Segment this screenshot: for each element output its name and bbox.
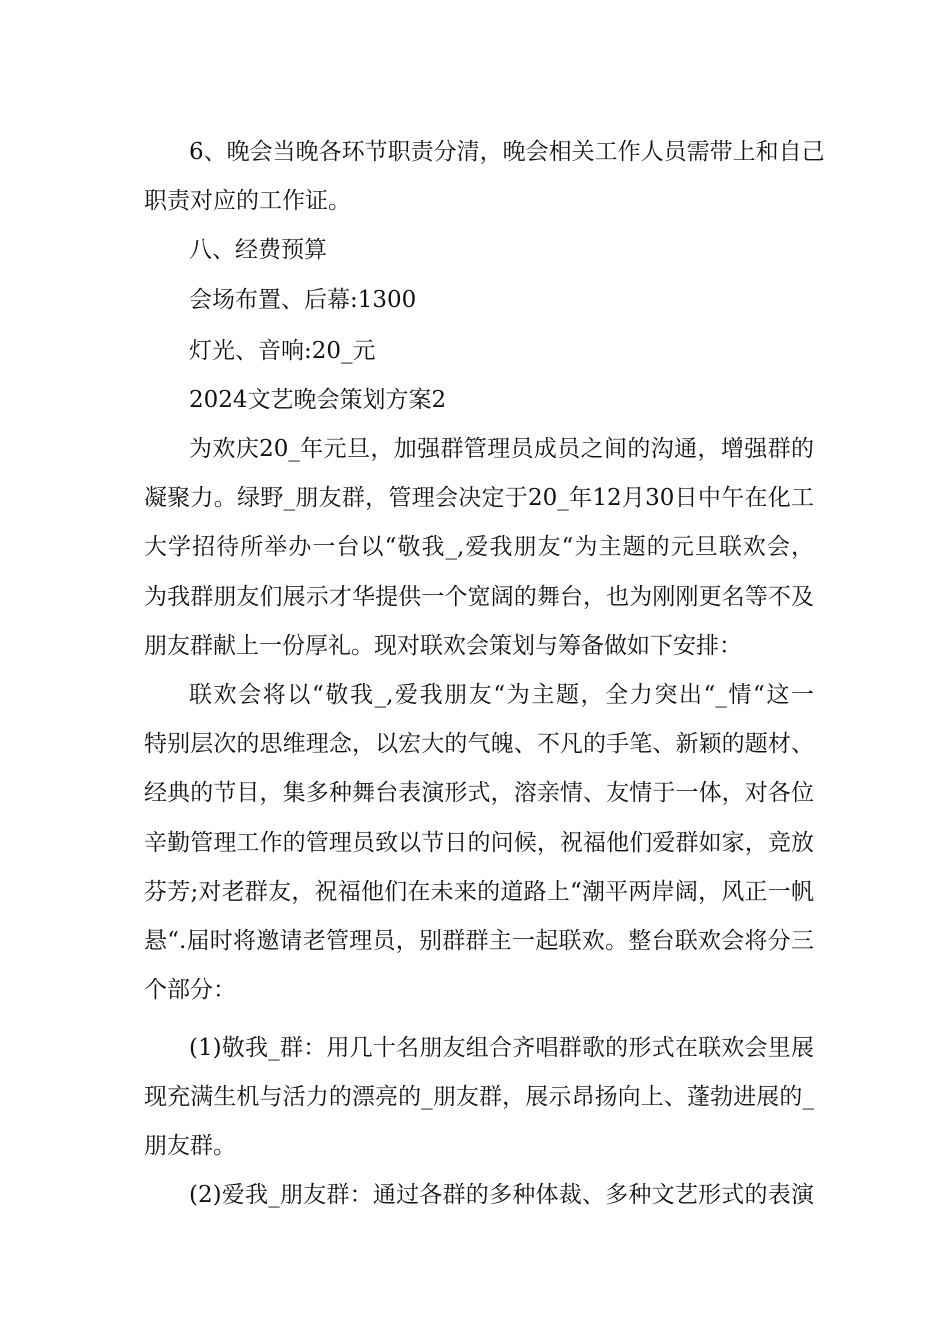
section-heading: 八、经费预算 bbox=[189, 237, 327, 263]
text-line: 凝聚力。绿野_朋友群，管理会决定于20_年12月30日中午在化工 bbox=[144, 485, 814, 511]
text-line: 芬芳;对老群友，祝福他们在未来的道路上“潮平两岸阔，风正一帆 bbox=[144, 879, 814, 905]
text-line: 悬“.届时将邀请老管理员，别群群主一起联欢。整台联欢会将分三 bbox=[144, 928, 814, 954]
text-line: (2)爱我_朋友群：通过各群的多种体裁、多种文艺形式的表演 bbox=[189, 1182, 814, 1208]
text-line: 为欢庆20_年元旦，加强群管理员成员之间的沟通，增强群的 bbox=[189, 436, 814, 462]
text-line: 灯光、音响:20_元 bbox=[189, 338, 376, 364]
text-line: 个部分： bbox=[144, 977, 236, 1003]
text-line: (1)敬我_群：用几十名朋友组合齐唱群歌的形式在联欢会里展 bbox=[189, 1035, 814, 1061]
text-line: 特别层次的思维理念，以宏大的气魄、不凡的手笔、新颖的题材、 bbox=[144, 731, 814, 757]
text-line: 职责对应的工作证。 bbox=[144, 188, 351, 214]
document-title: 2024文艺晚会策划方案2 bbox=[189, 387, 447, 413]
text-line: 联欢会将以“敬我_,爱我朋友“为主题，全力突出“_情“这一 bbox=[189, 682, 814, 708]
text-line: 6、晚会当晚各环节职责分清，晚会相关工作人员需带上和自己 bbox=[189, 139, 825, 165]
text-line: 朋友群。 bbox=[144, 1133, 236, 1159]
text-line: 大学招待所举办一台以“敬我_,爱我朋友“为主题的元旦联欢会， bbox=[144, 534, 814, 560]
text-line: 为我群朋友们展示才华提供一个宽阔的舞台，也为刚刚更名等不及 bbox=[144, 584, 814, 610]
text-line: 辛勤管理工作的管理员致以节日的问候，祝福他们爱群如家，竞放 bbox=[144, 830, 814, 856]
text-line: 朋友群献上一份厚礼。现对联欢会策划与筹备做如下安排： bbox=[144, 633, 742, 659]
text-line: 会场布置、后幕:1300 bbox=[189, 287, 417, 313]
text-line: 现充满生机与活力的漂亮的_朋友群，展示昂扬向上、蓬勃进展的_ bbox=[144, 1084, 814, 1110]
text-line: 经典的节目，集多种舞台表演形式，溶亲情、友情于一体，对各位 bbox=[144, 780, 814, 806]
